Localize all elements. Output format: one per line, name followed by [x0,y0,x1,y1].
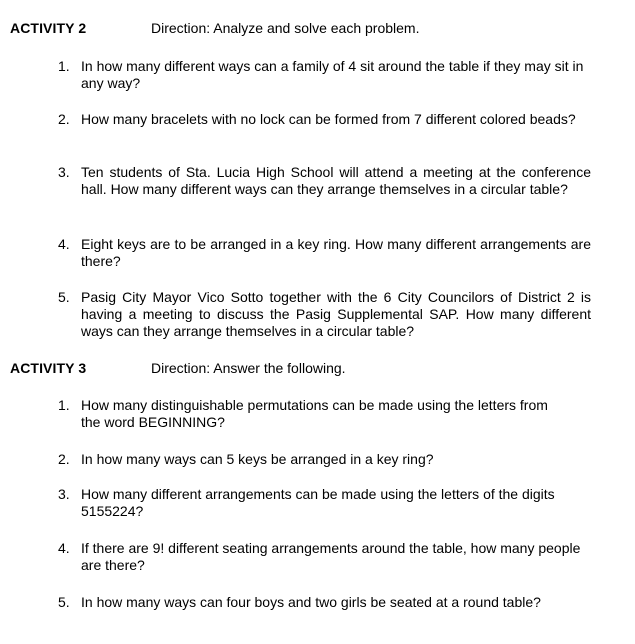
item-number: 5. [58,594,70,610]
item-question: Ten students of Sta. Lucia High School will attend a meeting at the conference hall. How many different ways can they arrange themselves in a circular table? [81,164,591,197]
item-question: If there are 9! different seating arrangements around the table, how many people are there? [81,540,581,573]
item-number: 2. [58,451,70,467]
activity-3-item-3 [58,486,592,520]
activity-3-item-5 [58,594,592,611]
item-number: 3. [58,486,70,502]
activity-2-item-4 [58,236,592,270]
activity-3-item-1 [58,397,592,431]
item-question: In how many ways can 5 keys be arranged in a key ring? [81,451,434,467]
activity-3-item-2 [58,451,592,468]
item-question: How many different arrangements can be made using the letters of the digits 5155224? [81,486,555,519]
activity-2-header [10,20,610,38]
activity-2-item-5 [58,289,592,340]
item-number: 3. [58,164,70,180]
item-number: 5. [58,289,70,305]
item-question: In how many different ways can a family of 4 sit around the table if they may sit in any way? [81,58,584,91]
activity-3-item-4 [58,540,592,574]
item-question: How many bracelets with no lock can be formed from 7 different colored beads? [81,111,576,127]
item-question: Pasig City Mayor Vico Sotto together with the 6 City Councilors of District 2 is having a meeting to discuss the Pasig Supplemental SAP. How many different ways can they arrange themselves in a circular table? [81,289,591,339]
activity-3-header [10,360,610,378]
item-question: Eight keys are to be arranged in a key ring. How many different arrangements are there? [81,236,591,269]
item-number: 1. [58,58,70,74]
item-number: 4. [58,540,70,556]
activity-2-title: ACTIVITY 2 [10,20,87,36]
item-number: 4. [58,236,70,252]
item-question: How many distinguishable permutations can be made using the letters from the word BEGINNING? [81,397,548,430]
activity-2-item-3 [58,164,592,198]
item-number: 2. [58,111,70,127]
item-number: 1. [58,397,70,413]
activity-2-item-2 [58,111,592,128]
activity-2-item-1 [58,58,592,92]
activity-3-title: ACTIVITY 3 [10,360,87,376]
activity-3-direction: Direction: Answer the following. [151,360,346,376]
item-question: In how many ways can four boys and two girls be seated at a round table? [81,594,541,610]
activity-2-direction: Direction: Analyze and solve each problem. [151,20,420,36]
